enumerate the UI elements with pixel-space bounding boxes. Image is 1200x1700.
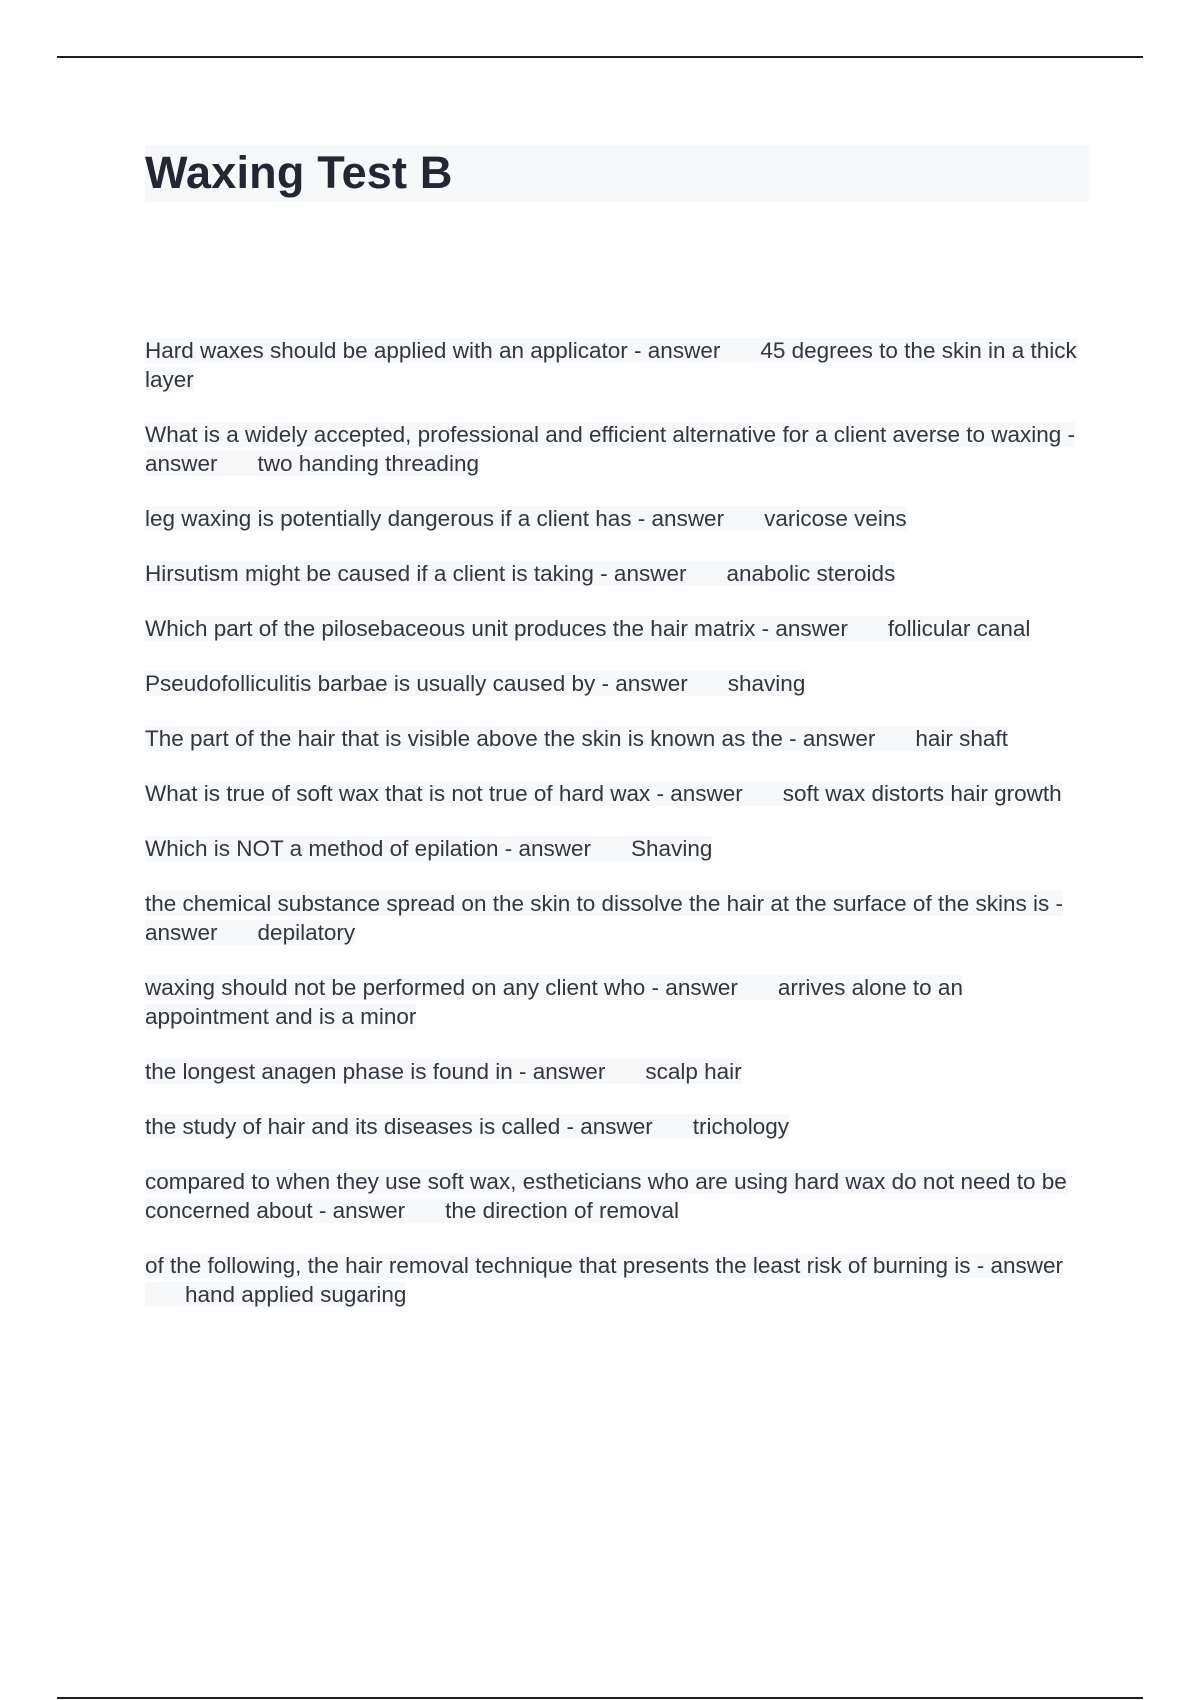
answer-text: follicular canal (887, 616, 1031, 641)
qa-item (145, 336, 1090, 394)
bottom-rule (57, 1697, 1143, 1699)
page-title: Waxing Test B (145, 147, 453, 198)
question-text: of the following, the hair removal technique that presents the least risk of burning is - answer (145, 1253, 1063, 1278)
qa-item (145, 973, 1090, 1031)
answer-text: the direction of removal (445, 1198, 680, 1223)
question-text: the longest anagen phase is found in - answer (145, 1059, 606, 1084)
question-text: Hirsutism might be caused if a client is taking - answer (145, 561, 687, 586)
question-text: the chemical substance spread on the skin to dissolve the hair at the surface of the skins is - answer (145, 891, 1063, 945)
qa-item (145, 504, 1090, 533)
answer-text: Shaving (631, 836, 713, 861)
answer-text: soft wax distorts hair growth (782, 781, 1062, 806)
answer-text: 45 degrees to the skin in a thick layer (145, 338, 1077, 392)
answer-text: trichology (692, 1114, 790, 1139)
qa-item (145, 669, 1090, 698)
qa-item (145, 1167, 1090, 1225)
question-text: leg waxing is potentially dangerous if a client has - answer (145, 506, 725, 531)
answer-text: varicose veins (764, 506, 907, 531)
question-text: Hard waxes should be applied with an applicator - answer (145, 338, 721, 363)
qa-item (145, 724, 1090, 753)
question-text: Pseudofolliculitis barbae is usually caused by - answer (145, 671, 688, 696)
answer-text: arrives alone to an appointment and is a minor (145, 975, 963, 1029)
answer-text: hand applied sugaring (185, 1282, 407, 1307)
answer-text: shaving (727, 671, 806, 696)
answer-text: anabolic steroids (726, 561, 896, 586)
qa-item (145, 834, 1090, 863)
qa-item (145, 614, 1090, 643)
answer-text: hair shaft (915, 726, 1008, 751)
question-text: The part of the hair that is visible above the skin is known as the - answer (145, 726, 876, 751)
qa-item (145, 1112, 1090, 1141)
question-text: waxing should not be performed on any client who - answer (145, 975, 738, 1000)
qa-item (145, 779, 1090, 808)
answer-text: scalp hair (645, 1059, 742, 1084)
qa-item (145, 1057, 1090, 1086)
qa-item (145, 1251, 1090, 1309)
question-text: compared to when they use soft wax, estheticians who are using hard wax do not need to be concerned about - answer (145, 1169, 1067, 1223)
qa-item (145, 559, 1090, 588)
question-list (145, 336, 1090, 1335)
question-text: the study of hair and its diseases is called - answer (145, 1114, 653, 1139)
question-text: What is a widely accepted, professional and efficient alternative for a client averse to waxing - answer (145, 422, 1076, 476)
qa-item (145, 889, 1090, 947)
answer-text: depilatory (257, 920, 356, 945)
question-text: Which is NOT a method of epilation - answer (145, 836, 592, 861)
answer-text: two handing threading (257, 451, 479, 476)
top-rule (57, 56, 1143, 58)
question-text: Which part of the pilosebaceous unit produces the hair matrix - answer (145, 616, 848, 641)
question-text: What is true of soft wax that is not true of hard wax - answer (145, 781, 743, 806)
qa-item (145, 420, 1090, 478)
